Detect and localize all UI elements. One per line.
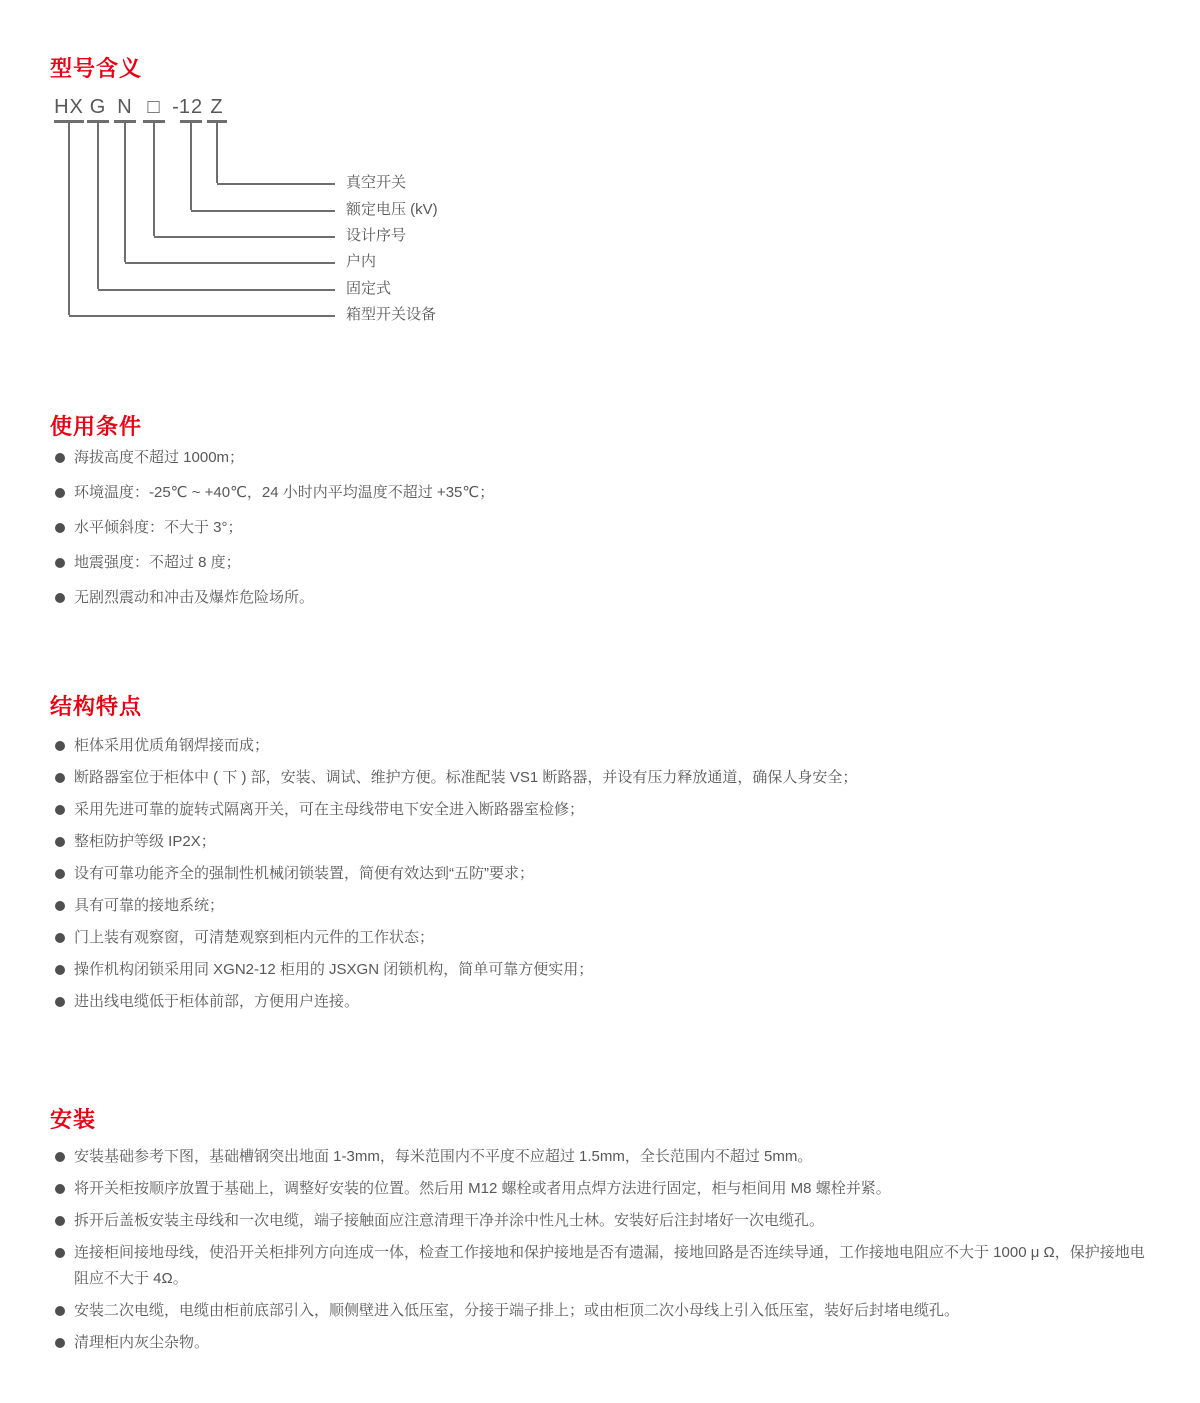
list-item [55,1176,1147,1202]
code-vertical-line [216,123,218,183]
bullet-dot-icon [55,837,65,847]
code-vertical-line [97,123,99,289]
model-code-label: 户内 [346,253,377,270]
code-connector-line [154,236,335,238]
list-item [55,515,1147,541]
list-item-text: 断路器室位于柜体中 ( 下 ) 部，安装、调试、维护方便。标准配装 VS1 断路器，并设有压力释放通道，确保人身安全； [74,769,858,786]
list-item [55,957,1147,983]
list-item-text: 连接柜间接地母线，使沿开关柜排列方向连成一体，检查工作接地和保护接地是否有遗漏，接地回路是否连续导通，工作接地电阻应不大于 1000 μ Ω，保护接地电阻应不大于 4Ω。 [74,1244,1145,1287]
list-item [55,893,1147,919]
list-item [55,1144,1147,1170]
list-item [55,861,1147,887]
list-item-text: 采用先进可靠的旋转式隔离开关，可在主母线带电下安全进入断路器室检修； [74,801,585,818]
list-item [55,480,1147,506]
list-item-text: 无剧烈震动和冲击及爆炸危险场所。 [74,589,315,606]
bullet-dot-icon [55,869,65,879]
bullet-dot-icon [55,741,65,751]
code-connector-line [69,315,335,317]
list-item-text: 拆开后盖板安装主母线和一次电缆，端子接触面应注意清理干净并涂中性凡士林。安装好后注封堵好一次电缆孔。 [74,1212,825,1229]
model-code-label: 固定式 [346,280,392,297]
model-code-label: 真空开关 [346,174,407,191]
list-item-text: 设有可靠功能齐全的强制性机械闭锁装置，简便有效达到“五防”要求； [74,865,534,882]
model-code-char: N [117,96,133,118]
list-item-text: 门上装有观察窗，可清楚观察到柜内元件的工作状态； [74,929,435,946]
bullet-dot-icon [55,1184,65,1194]
section-title-features: 结构特点 [50,694,143,719]
bullet-dot-icon [55,453,65,463]
code-vertical-line [124,123,126,262]
bullet-dot-icon [55,1306,65,1316]
model-code-label: 箱型开关设备 [346,306,437,323]
model-code-char: G [89,96,107,118]
model-code-char: HX [54,96,84,118]
list-item-text: 将开关柜按顺序放置于基础上，调整好安装的位置。然后用 M12 螺栓或者用点焊方法进行固定，柜与柜间用 M8 螺栓并紧。 [74,1180,891,1197]
model-code-char: 12 [178,96,204,118]
bullet-dot-icon [55,773,65,783]
installation-list [55,1144,1147,1362]
model-code-label: 设计序号 [346,227,407,244]
code-vertical-line [68,123,70,315]
bullet-dot-icon [55,558,65,568]
section-title-conditions: 使用条件 [50,414,143,439]
features-list [55,733,1147,1021]
list-item-text: 环境温度：-25℃ ~ +40℃，24 小时内平均温度不超过 +35℃； [74,484,495,501]
code-vertical-line [153,123,155,236]
bullet-dot-icon [55,523,65,533]
list-item-text: 水平倾斜度：不大于 3°； [74,519,243,536]
bullet-dot-icon [55,901,65,911]
list-item [55,1330,1147,1356]
model-code-char: □ [147,96,161,118]
list-item-text: 清理柜内灰尘杂物。 [74,1334,210,1351]
list-item-text: 具有可靠的接地系统； [74,897,225,914]
code-connector-line [125,262,335,264]
list-item [55,829,1147,855]
list-item [55,1208,1147,1234]
bullet-dot-icon [55,965,65,975]
model-code-char: Z [210,96,224,118]
list-item-text: 安装二次电缆，电缆由柜前底部引入，顺侧壁进入低压室，分接于端子排上；或由柜顶二次小母线上引入低压室，装好后封堵电缆孔。 [74,1302,960,1319]
list-item [55,925,1147,951]
bullet-dot-icon [55,1248,65,1258]
code-vertical-line [190,123,192,210]
model-code-label: 额定电压 (kV) [346,201,438,218]
list-item [55,445,1147,471]
list-item-text: 操作机构闭锁采用同 XGN2-12 柜用的 JSXGN 闭锁机构，简单可靠方便实用； [74,961,594,978]
list-item-text: 整柜防护等级 IP2X； [74,833,216,850]
model-code-dash: - [172,96,180,118]
bullet-dot-icon [55,1152,65,1162]
list-item-text: 安装基础参考下图，基础槽钢突出地面 1-3mm，每米范围内不平度不应超过 1.5mm，全长范围内不超过 5mm。 [74,1148,813,1165]
section-title-installation: 安装 [50,1107,97,1132]
code-connector-line [98,289,335,291]
list-item [55,989,1147,1015]
list-item [55,765,1147,791]
list-item-text: 地震强度：不超过 8 度； [74,554,241,571]
list-item [55,1298,1147,1324]
bullet-dot-icon [55,1338,65,1348]
list-item [55,733,1147,759]
bullet-dot-icon [55,593,65,603]
bullet-dot-icon [55,805,65,815]
bullet-dot-icon [55,997,65,1007]
list-item [55,1240,1147,1292]
list-item [55,585,1147,611]
conditions-list [55,445,1147,620]
code-connector-line [217,183,335,185]
section-title-model: 型号含义 [50,56,143,81]
list-item [55,550,1147,576]
list-item-text: 柜体采用优质角钢焊接而成； [74,737,270,754]
code-connector-line [191,210,335,212]
bullet-dot-icon [55,933,65,943]
list-item-text: 进出线电缆低于柜体前部，方便用户连接。 [74,993,360,1010]
list-item [55,797,1147,823]
bullet-dot-icon [55,1216,65,1226]
list-item-text: 海拔高度不超过 1000m； [74,449,245,466]
bullet-dot-icon [55,488,65,498]
